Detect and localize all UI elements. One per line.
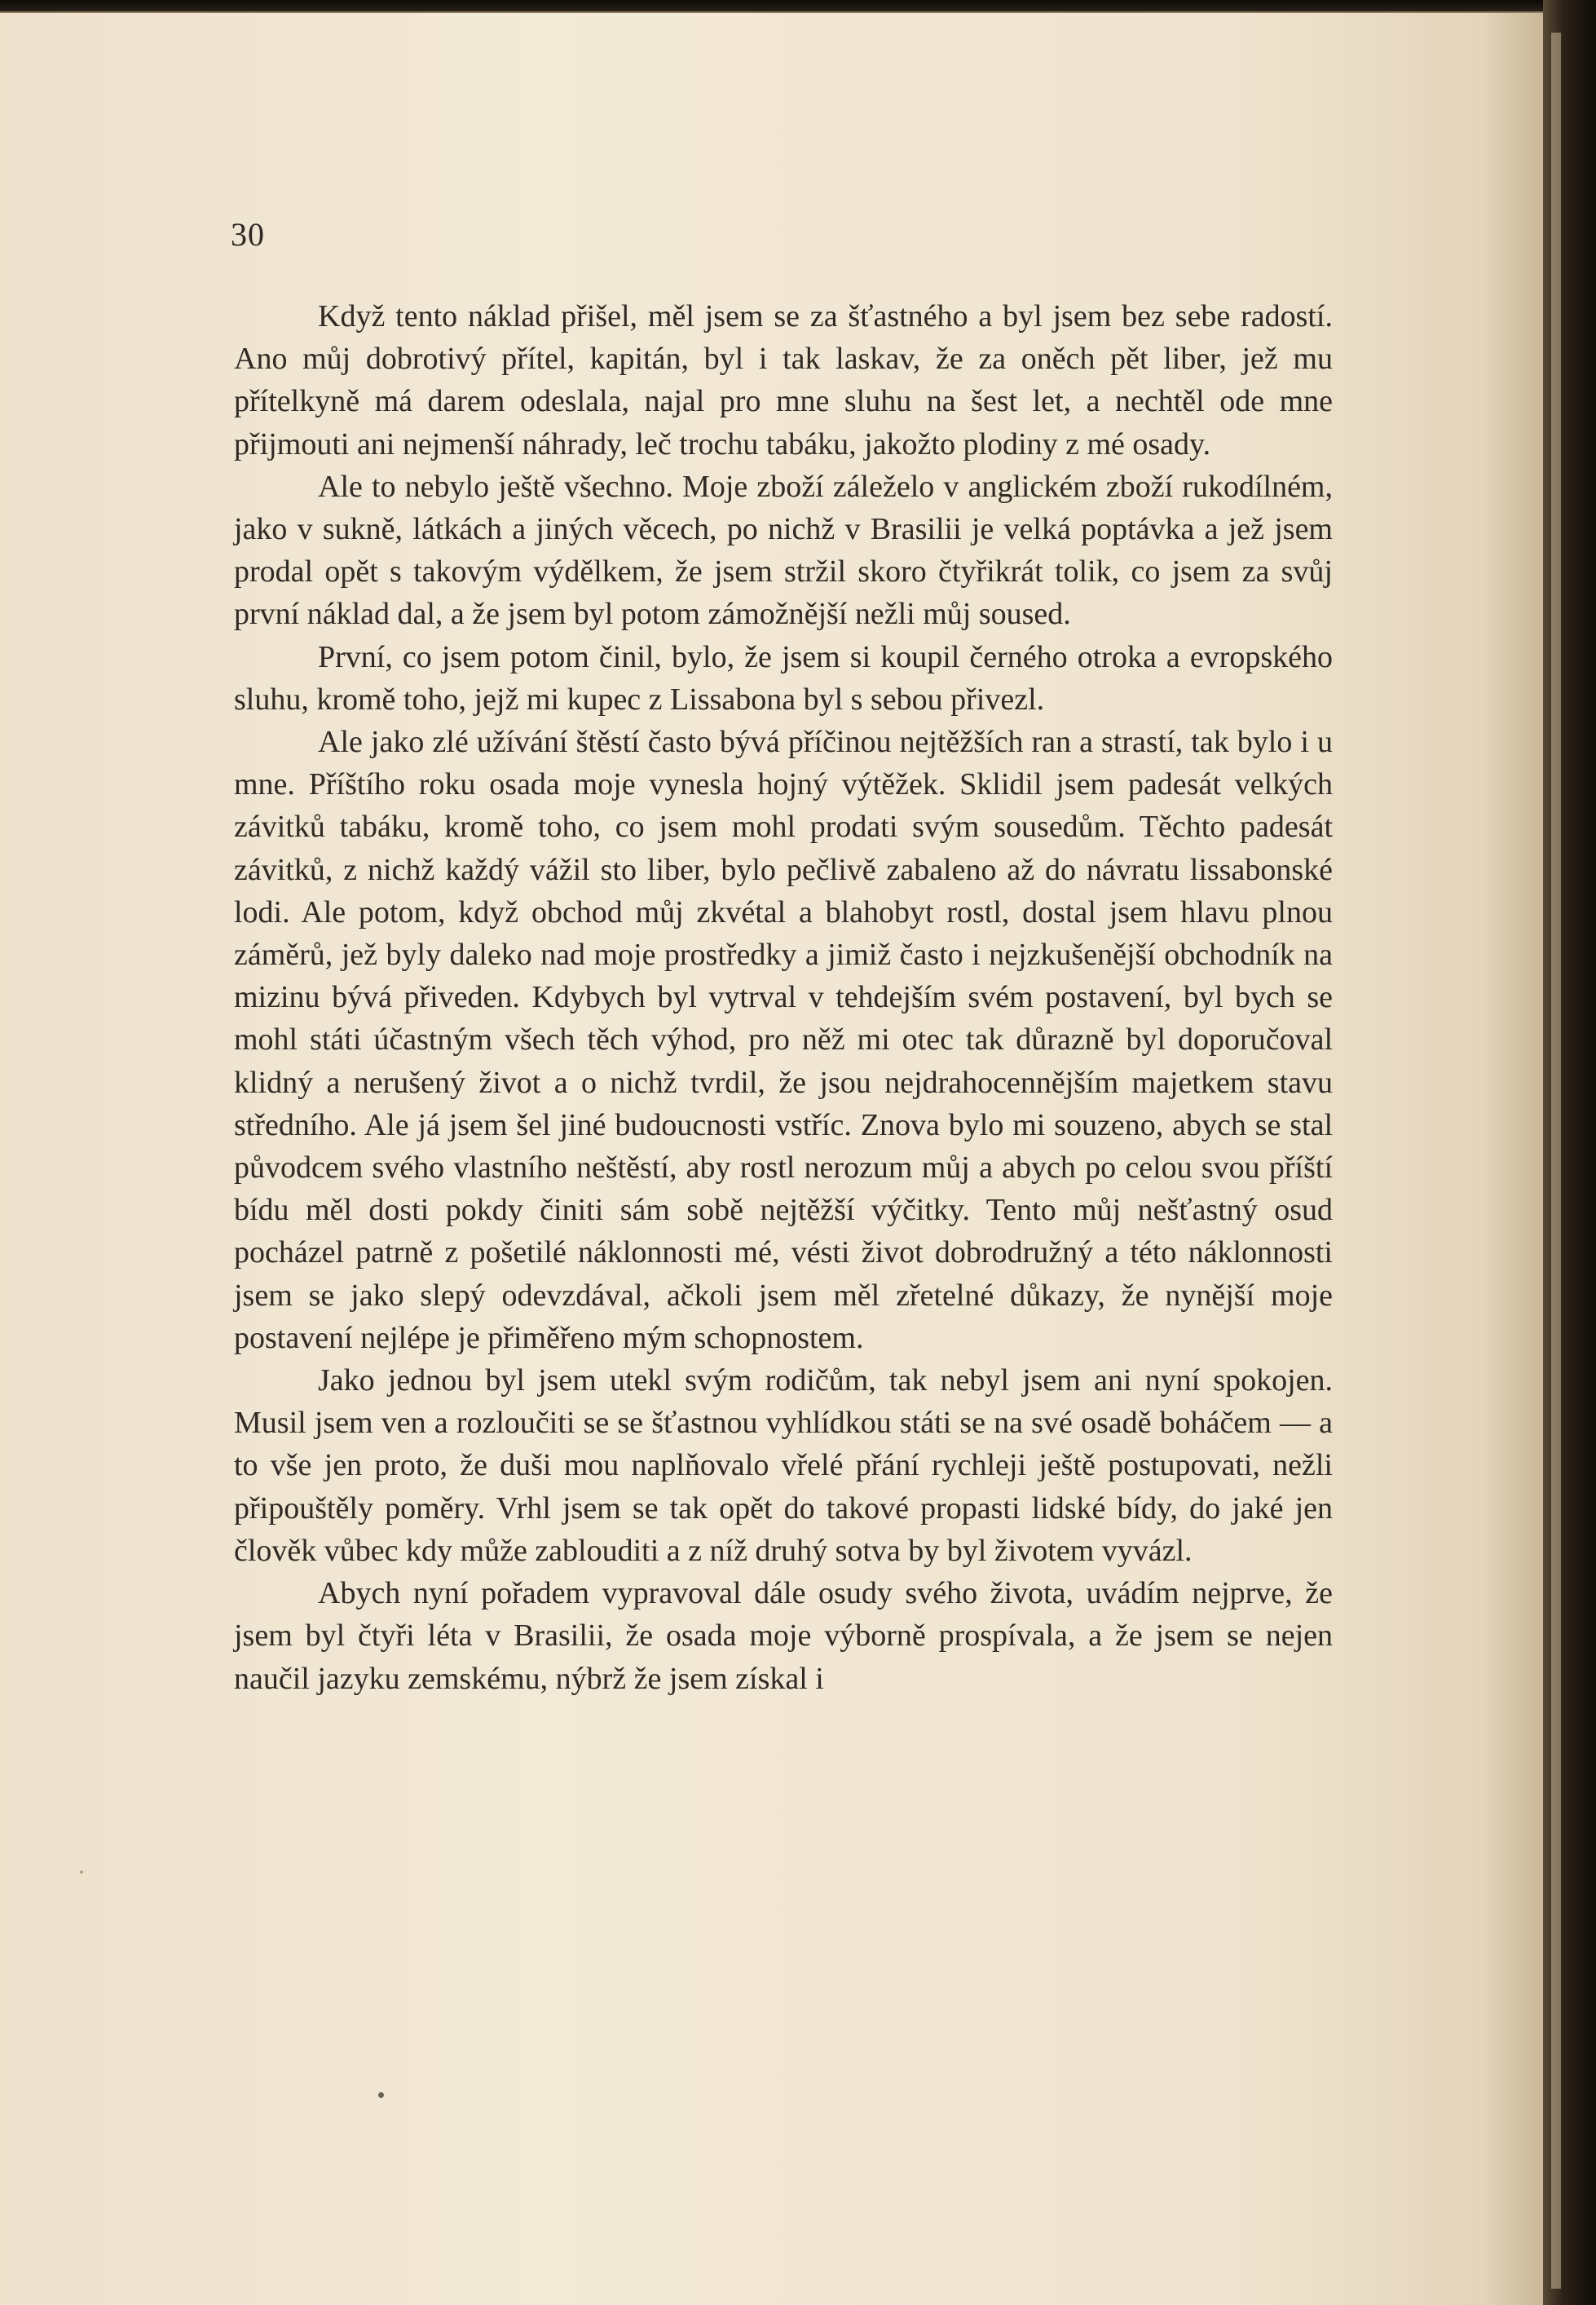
body-text (234, 295, 1333, 1700)
ink-speck (378, 2092, 384, 2098)
paragraph: Jako jednou byl jsem utekl svým rodičům, tak nebyl jsem ani nyní spokojen. Musil jsem ven a rozloučiti se se šťastnou vyhlídkou státi se na své osadě boháčem — a to vše jen proto, že duši mou naplňovalo vřelé přání rychleji ještě postupovati, nežli připouštěly poměry. Vrhl jsem se tak opět do takové propasti lidské bídy, do jaké jen člověk vůbec kdy může zablouditi a z níž druhý sotva by byl životem vyvázl. (234, 1363, 1333, 1568)
paper-speck (80, 1870, 83, 1874)
page-number: 30 (231, 216, 265, 253)
paragraph: Ale to nebylo ještě všechno. Moje zboží záleželo v anglickém zboží rukodílném, jako v sukně, látkách a jiných věcech, po nichž v Brasilii je velká poptávka a jež jsem prodal opět s takovým výdělkem, že jsem stržil skoro čtyřikrát tolik, co jsem za svůj první náklad dal, a že jsem byl potom zámožnější nežli můj soused. (234, 469, 1333, 632)
book-fore-edge (1543, 0, 1596, 2305)
paragraph: Abych nyní pořadem vypravoval dále osudy svého života, uvádím nejprve, že jsem byl čtyři léta v Brasilii, že osada moje výborně prospívala, a že jsem se nejen naučil jazyku zemskému, nýbrž že jsem získal i (234, 1576, 1333, 1696)
paper-page (0, 11, 1545, 2305)
paragraph: Ale jako zlé užívání štěstí často bývá příčinou nejtěžších ran a strastí, tak bylo i u mne. Příštího roku osada moje vynesla hojný výtěžek. Sklidil jsem padesát velkých závitků tabáku, kromě toho, co jsem mohl prodati svým sousedům. Těchto padesát závitků, z nichž každý vážil sto liber, bylo pečlivě zabaleno až do návratu lissabonské lodi. Ale potom, když obchod můj zkvétal a blahobyt rostl, dostal jsem hlavu plnou záměrů, jež byly daleko nad moje prostředky a jimiž často i nejzkušenější obchodník na mizinu bývá přiveden. Kdybych byl vytrval v tehdejším svém postavení, byl bych se mohl státi účastným všech těch výhod, pro něž mi otec tak důrazně byl doporučoval klidný a nerušený život a o nichž tvrdil, že jsou nejdrahocennějším majetkem stavu středního. Ale já jsem šel jiné budoucnosti vstříc. Znova bylo mi souzeno, abych se stal původcem svého vlastního neštěstí, aby rostl nerozum můj a abych po celou svou příští bídu měl dosti pokdy činiti sám sobě nejtěžší výčitky. Tento můj nešťastný osud pocházel patrně z pošetilé náklonnosti mé, vésti život dobrodružný a této náklonnosti jsem se jako slepý odevzdával, ačkoli jsem měl zřetelné důkazy, že nynější moje postavení nejlépe je přiměřeno mým schopnostem. (234, 725, 1333, 1355)
page-edge-strip (1551, 33, 1561, 2289)
scan-top-border (0, 0, 1596, 11)
paragraph: Když tento náklad přišel, měl jsem se za šťastného a byl jsem bez sebe radostí. Ano můj dobrotivý přítel, kapitán, byl i tak laskav, že za oněch pět liber, jež mu přítelkyně má darem odeslala, najal pro mne sluhu na šest let, a nechtěl ode mne přijmouti ani nejmenší náhrady, leč trochu tabáku, jakožto plodiny z mé osady. (234, 299, 1333, 461)
paragraph: První, co jsem potom činil, bylo, že jsem si koupil černého otroka a evropského sluhu, kromě toho, jejž mi kupec z Lissabona byl s sebou přivezl. (234, 639, 1333, 717)
